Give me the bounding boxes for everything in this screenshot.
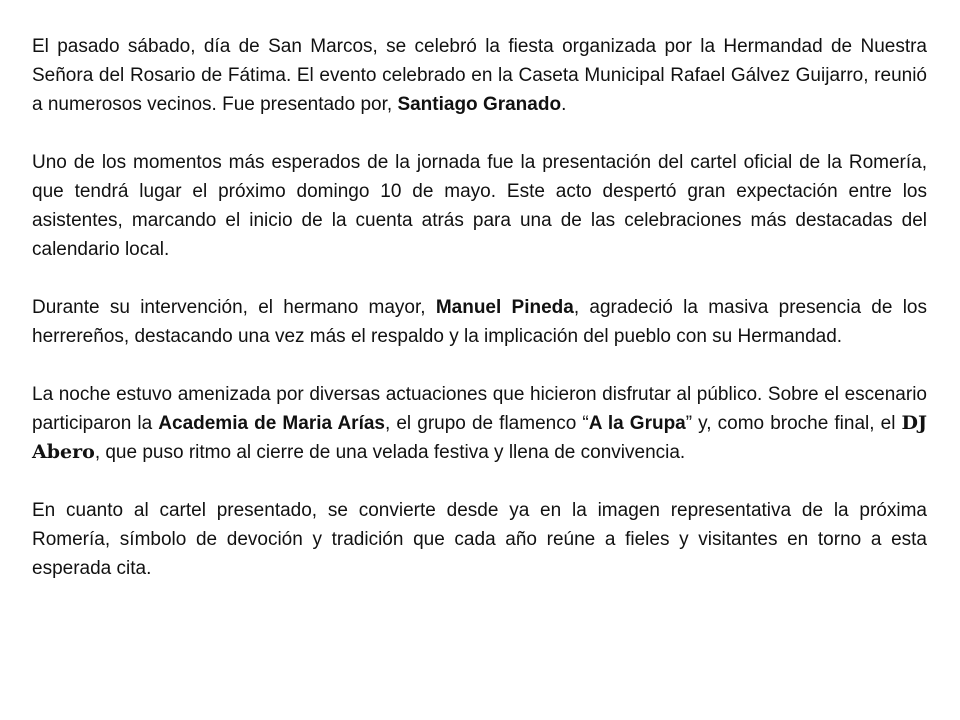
paragraph-text: La noche estuvo amenizada por diversas actuaciones que hicieron disfrutar al público. Sobre el escenario participaron la	[32, 384, 927, 434]
dj-name: DJ Abero	[32, 412, 928, 463]
paragraph-text: .	[561, 94, 567, 115]
paragraph-speech	[32, 293, 927, 351]
paragraph-text: ” y, como broche final, el	[685, 413, 902, 434]
hermano-mayor-name: Manuel Pineda	[435, 297, 574, 318]
paragraph-text: En cuanto al cartel presentado, se convierte desde ya en la imagen representativa de la próxima Romería, símbolo de devoción y tradición que cada año reúne a fieles y visitantes en torno a esta esperada cita.	[32, 500, 927, 579]
paragraph-poster-closing	[32, 496, 927, 583]
academy-name: Academia de Maria Arías	[158, 413, 385, 434]
presenter-name: Santiago Granado	[397, 94, 562, 115]
paragraph-text: , agradeció la masiva presencia de los herrereños, destacando una vez más el respaldo y la implicación del pueblo con su Hermandad.	[32, 297, 927, 347]
paragraph-text: Uno de los momentos más esperados de la jornada fue la presentación del cartel oficial de la Romería, que tendrá lugar el próximo domingo 10 de mayo. Este acto despertó gran expectación entre los asistentes, marcando el inicio de la cuenta atrás para una de las celebraciones más destacadas del calendario local.	[32, 152, 927, 260]
paragraph-text: , que puso ritmo al cierre de una velada festiva y llena de convivencia.	[94, 442, 686, 463]
flamenco-group-name: A la Grupa	[588, 413, 686, 434]
document-body	[32, 32, 927, 583]
paragraph-text: El pasado sábado, día de San Marcos, se celebró la fiesta organizada por la Hermandad de Nuestra Señora del Rosario de Fátima. El evento celebrado en la Caseta Municipal Rafael Gálvez Guijarro, reunió a numerosos vecinos. Fue presentado por,	[32, 36, 927, 115]
paragraph-poster-presentation	[32, 148, 927, 264]
paragraph-text: Durante su intervención, el hermano mayor,	[32, 297, 436, 318]
paragraph-text: , el grupo de flamenco “	[384, 413, 589, 434]
paragraph-performances	[32, 380, 927, 467]
paragraph-event-intro	[32, 32, 927, 119]
